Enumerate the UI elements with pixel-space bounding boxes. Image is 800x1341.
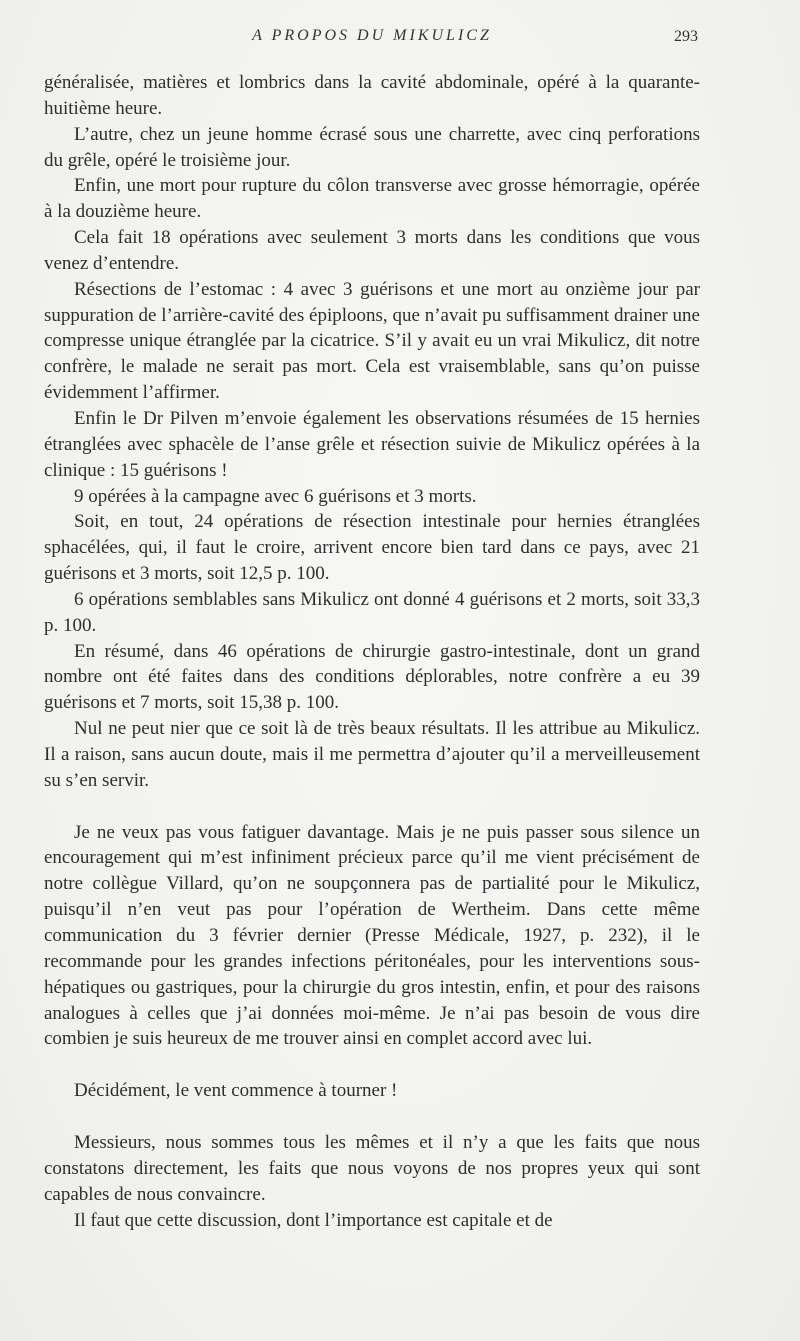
paragraph: Messieurs, nous sommes tous les mêmes et il n’y a que les faits que nous constatons directement, les faits que nous voyons de nos propres yeux qui sont capables de nous convaincre. <box>44 1132 700 1205</box>
paragraph: généralisée, matières et lombrics dans la cavité abdominale, opéré à la quarante-huitième heure. <box>44 72 700 119</box>
body-text <box>44 70 700 1233</box>
paragraph: Décidément, le vent commence à tourner ! <box>74 1080 398 1102</box>
paragraph: En résumé, dans 46 opérations de chirurgie gastro-intestinale, dont un grand nombre ont été faites dans des conditions déplorables, notre confrère a eu 39 guérisons et 7 morts, soit 15,38 p. 100. <box>44 640 700 714</box>
paragraph: Enfin le Dr Pilven m’envoie également les observations résumées de 15 hernies étranglées avec sphacèle de l’anse grêle et résection suivie de Mikulicz opérées à la clinique : 15 guérisons ! <box>44 407 700 481</box>
paragraph: Soit, en tout, 24 opérations de résection intestinale pour hernies étranglées sphacélées, qui, il faut le croire, arrivent encore bien tard dans ce pays, avec 21 guérisons et 3 morts, soit 12,5 p. 100. <box>44 511 700 585</box>
paragraph: Je ne veux pas vous fatiguer davantage. Mais je ne puis passer sous silence un encouragement qui m’est infiniment précieux parce qu’il me vient précisément de notre collègue Villard, qu’on ne soupçonnera pas de partialité pour le Mikulicz, puisqu’il n’en veut pas pour l’opération de Wertheim. Dans cette même communication du 3 février dernier (Presse Médicale, 1927, p. 232), il le recommande pour les grandes infections péritonéales, pour les interventions sous-hépatiques ou gastriques, pour la chirurgie du gros intestin, enfin, et pour des raisons analogues à celles que j’ai données moi-même. Je n’ai pas besoin de vous dire combien je suis heureux de me trouver ainsi en complet accord avec lui. <box>44 821 700 1050</box>
paragraph: Il faut que cette discussion, dont l’importance est capitale et de <box>74 1209 553 1231</box>
section-gap <box>44 794 700 820</box>
paragraph: Cela fait 18 opérations avec seulement 3 morts dans les conditions que vous venez d’entendre. <box>44 227 700 274</box>
paragraph: 6 opérations semblables sans Mikulicz ont donné 4 guérisons et 2 morts, soit 33,3 p. 100. <box>44 588 700 636</box>
page-header <box>44 27 700 53</box>
running-title: A PROPOS DU MIKULICZ <box>252 27 492 44</box>
section-gap <box>44 1104 700 1130</box>
paragraph: Enfin, une mort pour rupture du côlon transverse avec grosse hémorragie, opérée à la douzième heure. <box>44 175 700 223</box>
paragraph: L’autre, chez un jeune homme écrasé sous une charrette, avec cinq perforations du grêle, opéré le troisième jour. <box>44 123 700 171</box>
page-number: 293 <box>674 28 698 45</box>
paragraph: 9 opérées à la campagne avec 6 guérisons et 3 morts. <box>74 485 477 507</box>
paragraph: Résections de l’estomac : 4 avec 3 guérisons et une mort au onzième jour par suppuration de l’arrière-cavité des épiploons, que n’avait pu suffisamment drainer une compresse unique étranglée par la cicatrice. S’il y avait eu un vrai Mikulicz, dit notre confrère, le malade ne serait pas mort. Cela est vraisemblable, sans qu’on puisse évidemment l’affirmer. <box>44 278 700 404</box>
section-gap <box>44 1052 700 1078</box>
paragraph: Nul ne peut nier que ce soit là de très beaux résultats. Il les attribue au Mikulicz. Il a raison, sans aucun doute, mais il me permettra d’ajouter qu’il a merveilleusement su s’en servir. <box>44 718 700 791</box>
